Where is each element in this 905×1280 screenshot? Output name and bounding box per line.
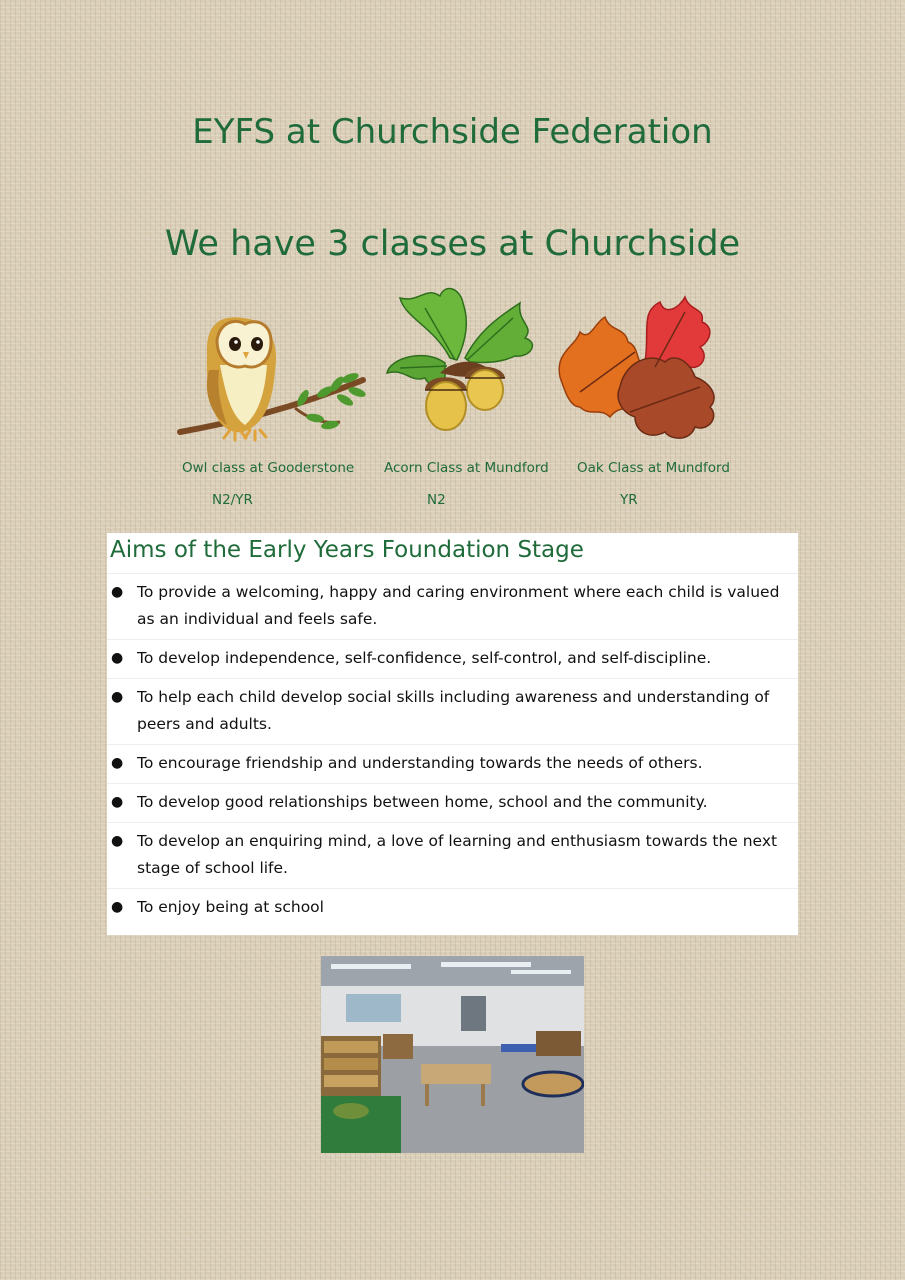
page-subtitle: We have 3 classes at Churchside — [164, 224, 741, 264]
list-item — [107, 783, 798, 822]
list-item — [107, 888, 798, 927]
list-item — [107, 822, 798, 888]
aim-text: To encourage friendship and understanding towards the needs of others. — [137, 754, 703, 772]
bullet-icon: ● — [111, 794, 124, 810]
aims-section — [107, 533, 798, 935]
aim-text: To provide a welcoming, happy and caring environment where each child is valued as an individual and feels safe. — [137, 583, 780, 628]
aim-text: To enjoy being at school — [137, 898, 324, 916]
bullet-icon: ● — [111, 650, 124, 666]
class-name-oak: Oak Class at Mundford — [577, 460, 730, 476]
aim-text: To develop good relationships between home, school and the community. — [137, 793, 708, 811]
bullet-icon: ● — [111, 584, 124, 600]
bullet-icon: ● — [111, 689, 124, 705]
aims-heading: Aims of the Early Years Foundation Stage — [110, 537, 584, 563]
aims-list — [107, 573, 798, 927]
class-year-acorn: N2 — [427, 492, 446, 508]
bullet-icon: ● — [111, 755, 124, 771]
list-item — [107, 573, 798, 639]
autumn-oak-leaves-icon — [550, 292, 730, 447]
list-item — [107, 639, 798, 678]
classroom-photo — [321, 956, 584, 1153]
bullet-icon: ● — [111, 899, 124, 915]
aim-text: To develop an enquiring mind, a love of learning and enthusiasm towards the next stage of school life. — [137, 832, 778, 877]
bullet-icon: ● — [111, 833, 124, 849]
class-year-owl: N2/YR — [212, 492, 253, 508]
list-item — [107, 744, 798, 783]
list-item — [107, 678, 798, 744]
page-title: EYFS at Churchside Federation — [192, 112, 713, 152]
class-name-owl: Owl class at Gooderstone — [182, 460, 355, 476]
aim-text: To develop independence, self-confidence, self-control, and self-discipline. — [137, 649, 712, 667]
owl-on-branch-icon — [175, 300, 370, 450]
aim-text: To help each child develop social skills including awareness and understanding of peers and adults. — [137, 688, 770, 733]
acorn-oak-leaves-icon — [385, 278, 540, 438]
class-name-acorn: Acorn Class at Mundford — [384, 460, 549, 476]
class-year-oak: YR — [620, 492, 638, 508]
